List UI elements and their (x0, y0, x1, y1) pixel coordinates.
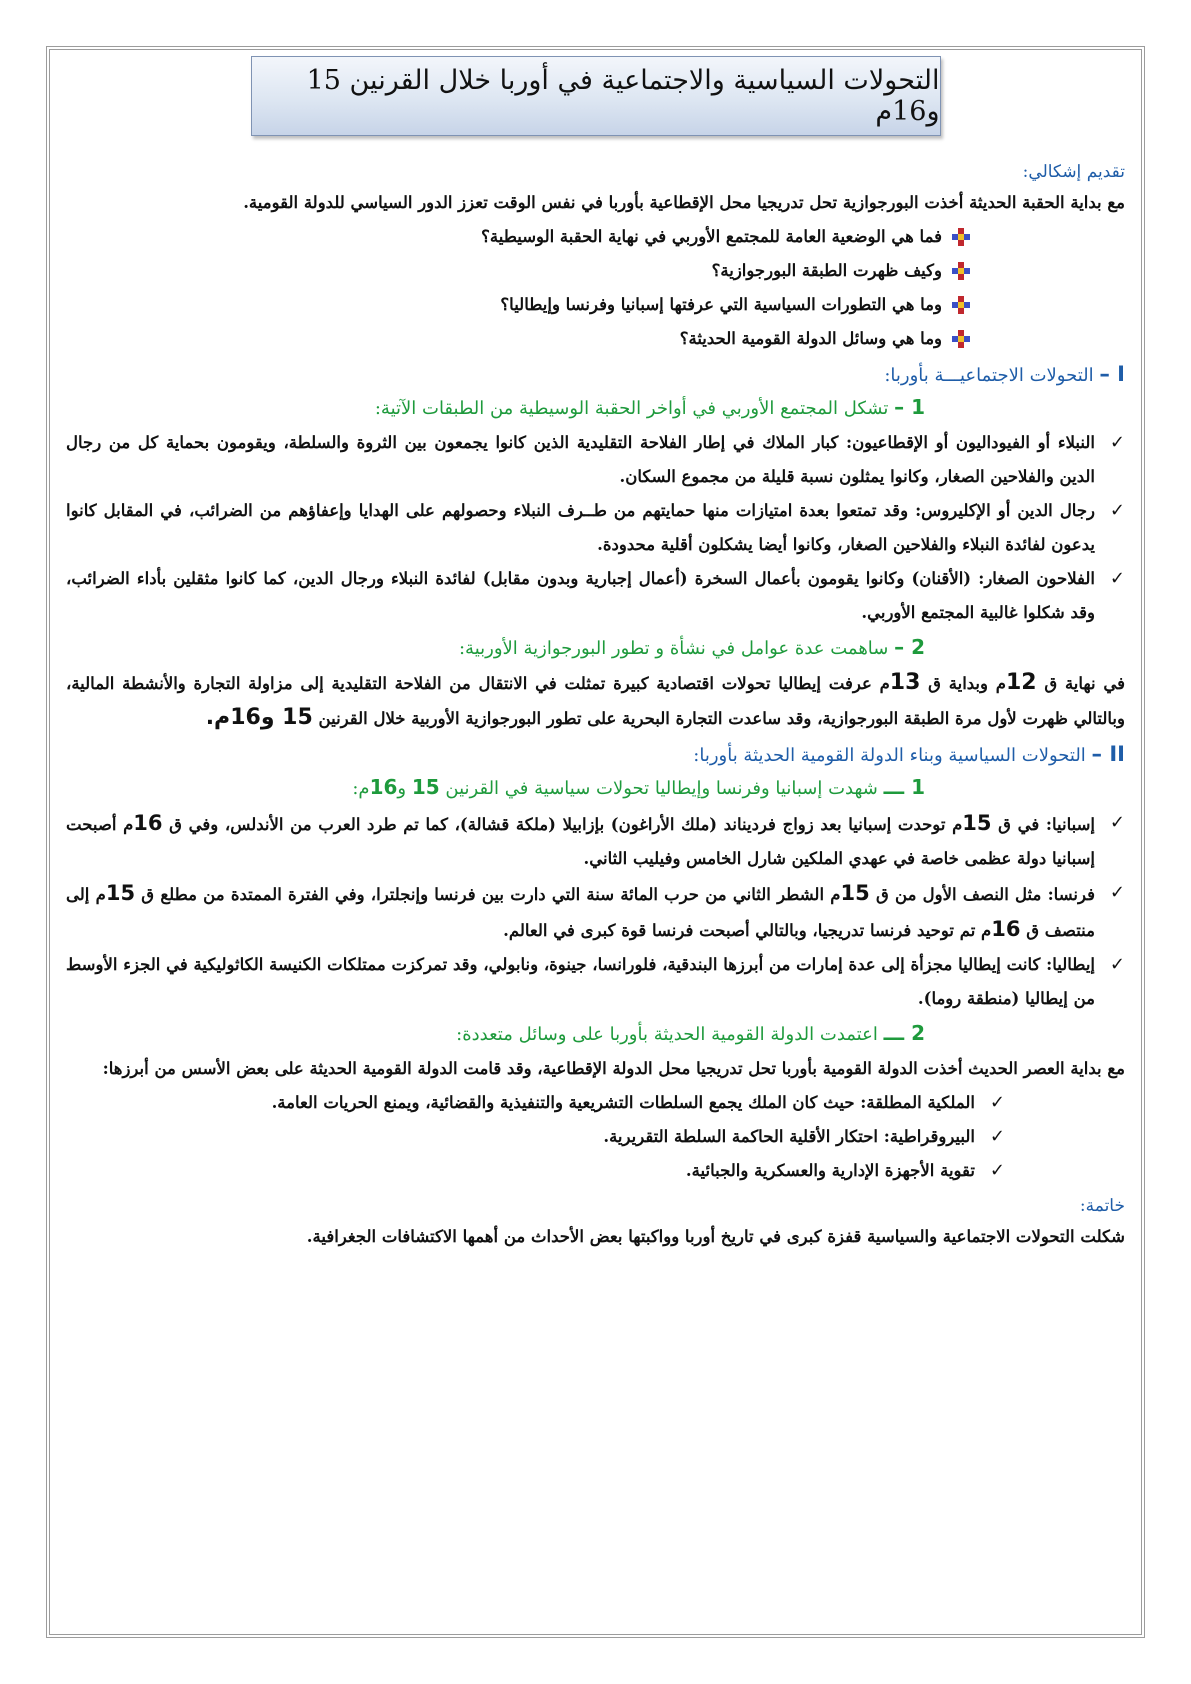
checkmark-icon: ✓ (989, 1092, 1005, 1113)
list-item: وما هي التطورات السياسية التي عرفتها إسبانيا وفرنسا وإيطاليا؟ (66, 288, 970, 322)
plus-cross-icon (952, 330, 970, 348)
nation-state-paragraph: مع بداية العصر الحديث أخذت الدولة القومية بأوربا تحل تدريجيا محل الدولة الإقطاعية، وقد قامت الدولة القومية الحديثة على بعض الأسس من أبرزها: (102, 1059, 1125, 1078)
subsection-2-1-heading: 1 ـــ شهدت إسبانيا وفرنسا وإيطاليا تحولات سياسية في القرنين 15 و16م: (352, 775, 925, 799)
checkmark-icon: ✓ (989, 1160, 1005, 1181)
intro-heading: تقديم إشكالي: (1022, 162, 1125, 182)
subsection-1-1-heading: 1 – تشكل المجتمع الأوربي في أواخر الحقبة الوسيطية من الطبقات الآتية: (374, 395, 925, 419)
section-2-heading: II – التحولات السياسية وبناء الدولة القومية الحديثة بأوربا: (693, 742, 1125, 766)
section-1-heading: I – التحولات الاجتماعيـــة بأوربا: (884, 362, 1125, 386)
list-item: فما هي الوضعية العامة للمجتمع الأوربي في نهاية الحقبة الوسيطية؟ (66, 220, 970, 254)
foundations-list (66, 1086, 1005, 1188)
section-number: I – (1099, 362, 1125, 386)
question-list (66, 220, 1125, 356)
checkmark-icon: ✓ (1109, 432, 1125, 453)
list-item-france: ✓ فرنسا: مثل النصف الأول من ق 15م الشطر الثاني من حرب المائة سنة التي دارت بين فرنسا وإنجلترا، وفي الفترة الممتدة من مطلع ق 15م إلى منتصف ق 16م تم توحيد فرنسا تدريجيا، وبالتالي أصبحت فرنسا قوة كبرى في العالم. (66, 876, 1125, 948)
conclusion-heading: خاتمة: (1079, 1196, 1125, 1216)
page-title: التحولات السياسية والاجتماعية في أوربا خلال القرنين 15 و16م (251, 56, 941, 136)
plus-cross-icon (952, 262, 970, 280)
conclusion-text: شكلت التحولات الاجتماعية والسياسية قفزة كبرى في تاريخ أوربا وواكبتها بعض الأحداث من أهمها الاكتشافات الجغرافية. (306, 1227, 1125, 1246)
bourgeoisie-paragraph: في نهاية ق 12م وبداية ق 13م عرفت إيطاليا تحولات اقتصادية كبيرة تمثلت في الانتقال من الفلاحة التقليدية إلى مزاولة التجارة والأنشطة المالية، وبالتالي ظهرت لأول مرة الطبقة البورجوازية، وقد ساعدت التجارة البحرية على تطور البورجوازية الأوربية خلال القرنين 15 و16م. (66, 670, 1126, 730)
subsection-2-2-heading: 2 ـــ اعتمدت الدولة القومية الحديثة بأوربا على وسائل متعددة: (456, 1021, 925, 1045)
subsection-1-2-heading: 2 – ساهمت عدة عوامل في نشأة و تطور البورجوازية الأوربية: (458, 635, 925, 659)
checkmark-icon: ✓ (989, 1126, 1005, 1147)
countries-list (66, 806, 1125, 1016)
checkmark-icon: ✓ (1109, 500, 1125, 521)
plus-cross-icon (952, 228, 970, 246)
list-item: ✓ تقوية الأجهزة الإدارية والعسكرية والجبائية. (66, 1154, 1005, 1188)
checkmark-icon: ✓ (1109, 954, 1125, 975)
subsection-number: 1 – (894, 395, 925, 419)
list-item-spain: ✓ إسبانيا: في ق 15م توحدت إسبانيا بعد زواج فرديناند (ملك الأراغون) بإزابيلا (ملكة قشالة)، كما تم طرد العرب من الأندلس، وفي ق 16م أصبحت إسبانيا دولة عظمى خاصة في عهدي الملكين شارل الخامس وفيليب الثاني. (66, 806, 1125, 876)
list-item: وما هي وسائل الدولة القومية الحديثة؟ (66, 322, 970, 356)
checkmark-icon: ✓ (1109, 812, 1125, 833)
subsection-number: 2 ـــ (883, 1021, 925, 1045)
class-list (66, 426, 1125, 630)
list-item-italy: ✓ إيطاليا: كانت إيطاليا مجزأة إلى عدة إمارات من أبرزها البندقية، فلورانسا، جينوة، ونابولي، وقد تمركزت ممتلكات الكنيسة الكاثوليكية في الجزء الأوسط من إيطاليا (منطقة روما). (66, 948, 1125, 1016)
section-number: II – (1091, 742, 1125, 766)
list-item: ✓ رجال الدين أو الإكليروس: وقد تمتعوا بعدة امتيازات منها حمايتهم من طــرف النبلاء وحصولهم على الهدايا وإعفاؤهم من الضرائب، في المقابل كانوا يدعون لفائدة النبلاء والفلاحين الصغار، وكانوا أيضا يشكلون أقلية محدودة. (66, 494, 1125, 562)
checkmark-icon: ✓ (1109, 568, 1125, 589)
document-page (66, 56, 1125, 1254)
list-item: وكيف ظهرت الطبقة البورجوازية؟ (66, 254, 970, 288)
intro-text: مع بداية الحقبة الحديثة أخذت البورجوازية تحل تدريجيا محل الإقطاعية بأوربا في نفس الوقت تعزز الدور السياسي للدولة القومية. (243, 193, 1125, 212)
list-item: ✓ الملكية المطلقة: حيث كان الملك يجمع السلطات التشريعية والتنفيذية والقضائية، ويمنع الحريات العامة. (66, 1086, 1005, 1120)
checkmark-icon: ✓ (1109, 882, 1125, 903)
list-item: ✓ البيروقراطية: احتكار الأقلية الحاكمة السلطة التقريرية. (66, 1120, 1005, 1154)
plus-cross-icon (952, 296, 970, 314)
list-item: ✓ النبلاء أو الفيوداليون أو الإقطاعيون: كبار الملاك في إطار الفلاحة التقليدية الذين كانوا يجمعون بين الثروة والسلطة، ويقومون بحماية كل من رجال الدين والفلاحين الصغار، وكانوا يمثلون نسبة قليلة من مجموع السكان. (66, 426, 1125, 494)
list-item: ✓ الفلاحون الصغار: (الأقنان) وكانوا يقومون بأعمال السخرة (أعمال إجبارية وبدون مقابل) لفائدة النبلاء ورجال الدين، كما كانوا مثقلين بأداء الضرائب، وقد شكلوا غالبية المجتمع الأوربي. (66, 562, 1125, 630)
subsection-number: 2 – (894, 635, 925, 659)
subsection-number: 1 ـــ (883, 775, 925, 799)
